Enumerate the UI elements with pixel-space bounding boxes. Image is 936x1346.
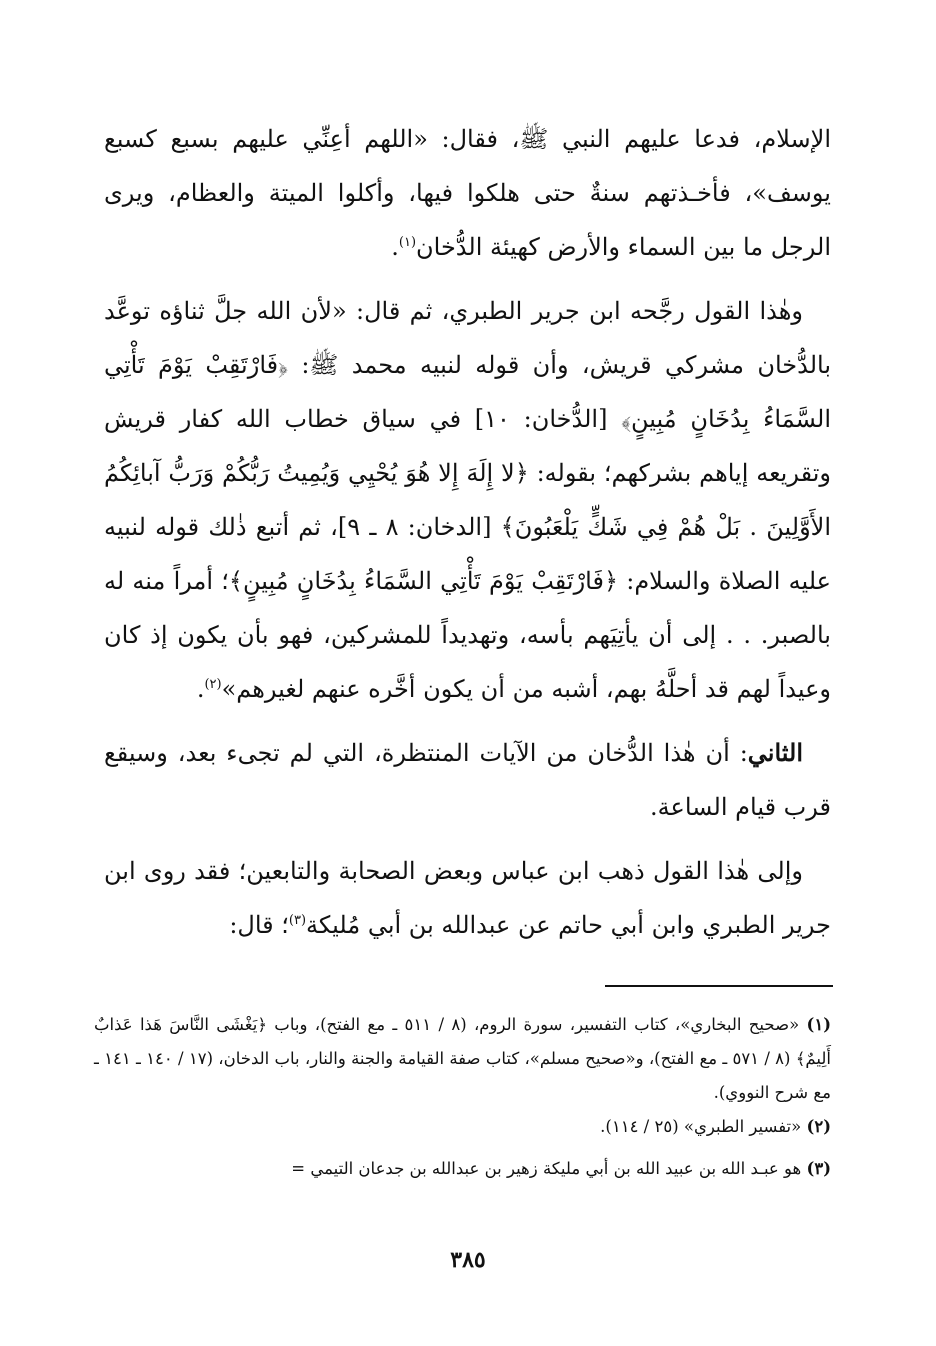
footnote-3-number: (٣)	[806, 1159, 831, 1178]
footnote-ref-3: (٣)	[288, 913, 307, 928]
page-number: ٣٨٥	[450, 1247, 486, 1273]
footnote-1	[94, 1008, 831, 1110]
footnote-separator	[605, 985, 833, 987]
footnote-ref-2: (٢)	[204, 677, 222, 692]
section-lead-second: الثاني	[747, 738, 803, 767]
paragraph-1-end: .	[391, 233, 399, 261]
footnote-2	[94, 1110, 831, 1144]
main-text	[104, 112, 831, 952]
footnote-3	[94, 1152, 831, 1186]
paragraph-1-text: الإسلام، فدعا عليهم النبي ﷺ، فقال: «اللهم أعِنِّي عليهم بسبع كسبع يوسف»، فأخـذتهم سنةٌ حتى هلكوا فيها، وأكلوا الميتة والعظام، ويرى الرجل ما بين السماء والأرض كهيئة الدُّخان	[104, 125, 831, 261]
paragraph-3-text: : أن هٰذا الدُّخان من الآيات المنتظرة، التي لم تجىء بعد، وسيقع قرب قيام الساعة.	[104, 739, 831, 821]
footnote-ref-1: (١)	[398, 235, 417, 250]
paragraph-1	[104, 112, 831, 274]
paragraph-2-end: .	[196, 675, 205, 703]
paragraph-3	[104, 726, 831, 834]
footnote-3-text: هو عبـد الله بن عبيد الله بن أبي مليكة زهير بن عبدالله بن جدعان التيمي =	[291, 1159, 802, 1178]
paragraph-2	[104, 284, 831, 716]
paragraph-4-end: ؛ قال:	[229, 911, 289, 939]
footnote-1-number: (١)	[806, 1015, 832, 1034]
paragraph-4-text: وإلى هٰذا القول ذهب ابن عباس وبعض الصحابة والتابعين؛ فقد روى ابن جرير الطبري وابن أبي حاتم عن عبدالله بن أبي مُليكة	[104, 857, 831, 939]
paragraph-2-text: وهٰذا القول رجَّحه ابن جرير الطبري، ثم قال: «لأن الله جلَّ ثناؤه توعَّد بالدُّخان مشركي قريش، وأن قوله لنبيه محمد ﷺ: ﴿فَارْتَقِبْ يَوْمَ تَأْتِي السَّمَاءُ بِدُخَانٍ مُبِينٍ﴾ [الدُّخان: ١٠] في سياق خطاب الله كفار قريش وتقريعه إياهم بشركهم؛ بقوله: ﴿لا إِلَهَ إِلا هُوَ يُحْيِي وَيُمِيتُ رَبُّكُمْ وَرَبُّ آبائِكُمُ الأَوَّلِينَ . بَلْ هُمْ فِي شَكٍّ يَلْعَبُونَ﴾ [الدخان: ٨ ـ ٩]، ثم أتبع ذٰلك قوله لنبيه عليه الصلاة والسلام: ﴿فَارْتَقِبْ يَوْمَ تَأْتِي السَّمَاءُ بِدُخَانٍ مُبِينٍ﴾؛ أمراً منه له بالصبر. . . إلى أن يأتِيَهم بأسه، وتهديداً للمشركين، فهو بأن يكون إذ كان وعيداً لهم قد أحلَّهُ بهم، أشبه من أن يكون أخَّره عنهم لغيرهم»	[104, 297, 832, 703]
footnote-1-text: «صحيح البخاري»، كتاب التفسير، سورة الروم، (٨ / ٥١١ ـ مع الفتح)، وباب ﴿يَغْشَى النَّاسَ هَذا عَذابٌ أَلِيمٌ﴾ (٨ / ٥٧١ ـ مع الفتح)، و«صحيح مسلم»، كتاب صفة القيامة والجنة والنار، باب الدخان، (١٧ / ١٤٠ ـ ١٤١ ـ مع شرح النووي).	[94, 1015, 831, 1102]
paragraph-4	[104, 844, 831, 952]
footnotes	[94, 1008, 831, 1186]
footnote-2-number: (٢)	[806, 1117, 831, 1136]
footnote-2-text: «تفسير الطبري» (٢٥ / ١١٤).	[600, 1117, 802, 1136]
